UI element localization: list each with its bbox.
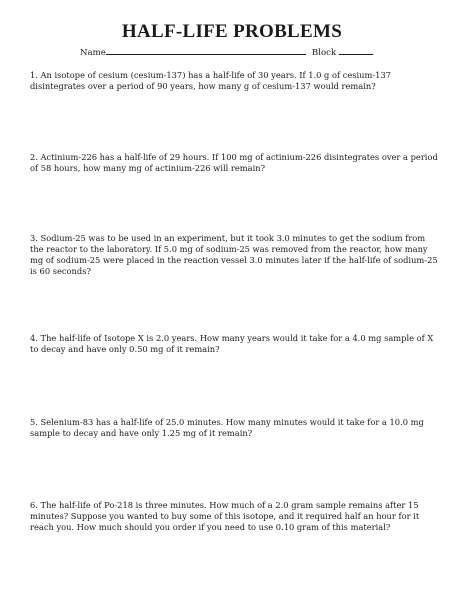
question-5: 5. Selenium-83 has a half-life of 25.0 minutes. How many minutes would it take for a 10.0 mg sample to decay and have only 1.25 mg of it remain? — [30, 417, 424, 438]
name-block-line — [80, 45, 400, 58]
question-3: 3. Sodium-25 was to be used in an experiment, but it took 3.0 minutes to get the sodium from the reactor to the laboratory. If 5.0 mg of sodium-25 was removed from the reactor, how many mg of sodium-25 were placed in the reaction vessel 3.0 minutes later if the half-life of sodium-25 is 60 seconds? — [30, 233, 438, 276]
question-1: 1. An isotope of cesium (cesium-137) has a half-life of 30 years. If 1.0 g of cesium-137 disintegrates over a period of 90 years, how many g of cesium-137 would remain? — [30, 70, 392, 91]
question-4: 4. The half-life of Isotope X is 2.0 years. How many years would it take for a 4.0 mg sample of X to decay and have only 0.50 mg of it remain? — [30, 333, 434, 354]
block-label: Block — [311, 48, 337, 58]
question-2: 2. Actinium-226 has a half-life of 29 hours. If 100 mg of actinium-226 disintegrates over a period of 58 hours, how many mg of actinium-226 will remain? — [30, 152, 438, 173]
block-blank[interactable] — [339, 45, 373, 55]
question-6: 6. The half-life of Po-218 is three minutes. How much of a 2.0 gram sample remains after 15 minutes? Suppose you wanted to buy some of this isotope, and it required half an hour for it reach you. How much should you order if you need to use 0.10 gram of this material? — [30, 500, 420, 532]
page-title: HALF-LIFE PROBLEMS — [121, 21, 343, 42]
name-blank[interactable] — [106, 45, 306, 55]
name-label: Name — [80, 48, 106, 58]
